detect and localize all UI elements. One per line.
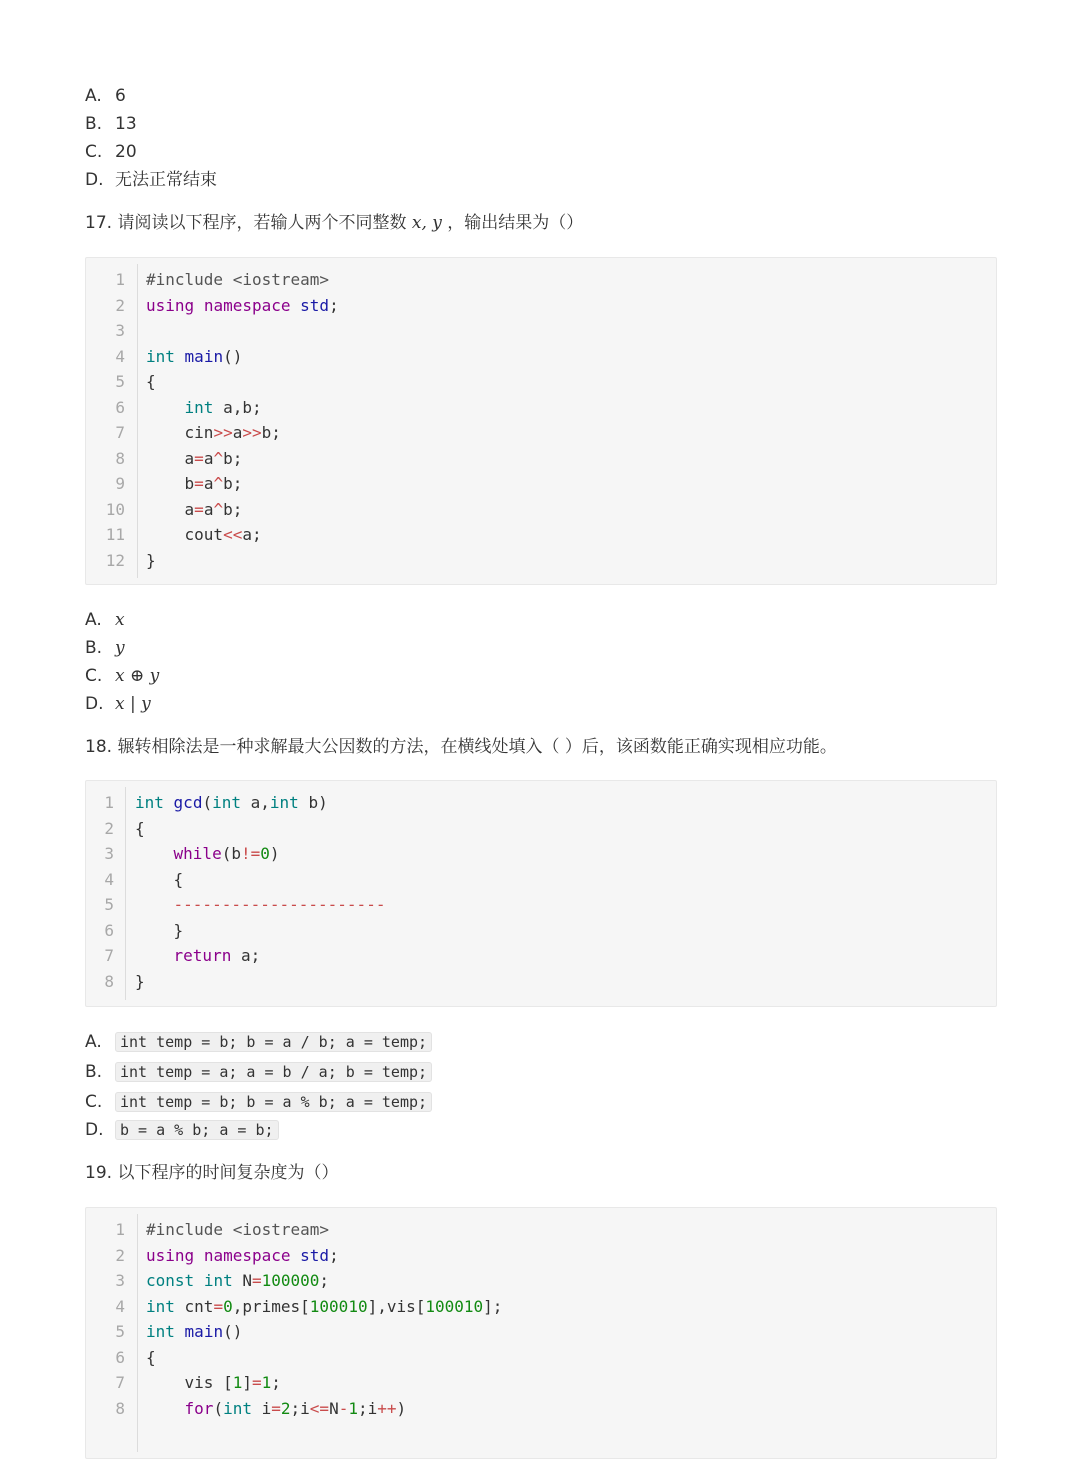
code-line bbox=[86, 918, 996, 944]
code-text: #include <iostream> bbox=[146, 270, 330, 289]
option-label: B. bbox=[85, 638, 103, 658]
code-text: int main() bbox=[146, 1322, 243, 1341]
code-text: ---------------------- bbox=[135, 895, 386, 914]
line-number: 5 bbox=[115, 372, 125, 391]
option-text: 20 bbox=[115, 142, 137, 162]
line-number: 1 bbox=[115, 1220, 125, 1239]
code-line bbox=[86, 1396, 996, 1422]
option-inline-code: int temp = b; b = a / b; a = temp; bbox=[115, 1032, 432, 1052]
line-number: 4 bbox=[115, 1296, 125, 1316]
code-line bbox=[86, 293, 996, 319]
line-number: 12 bbox=[105, 550, 125, 570]
code-line bbox=[86, 816, 996, 842]
code-text: { bbox=[135, 818, 145, 838]
option-math: y bbox=[115, 638, 125, 658]
code-line bbox=[86, 892, 996, 918]
code-line bbox=[86, 1243, 996, 1269]
code-line bbox=[86, 522, 996, 548]
code-text: int cnt=0,primes[100010],vis[100010]; bbox=[146, 1296, 503, 1316]
line-number: 4 bbox=[115, 346, 125, 366]
code-line bbox=[86, 867, 996, 893]
code-text: } bbox=[135, 920, 184, 940]
line-number: 1 bbox=[104, 793, 114, 812]
answer-option bbox=[85, 1060, 432, 1084]
code-text: return a; bbox=[173, 946, 261, 965]
code-text: } bbox=[146, 550, 156, 570]
code-text: int gcd(int a,int b) bbox=[135, 793, 328, 812]
line-number: 3 bbox=[115, 1271, 125, 1290]
option-label: D. bbox=[85, 1120, 104, 1140]
code-text: int a,b; bbox=[184, 397, 262, 417]
option-text: 6 bbox=[115, 86, 126, 106]
question-18-text: 18. 辗转相除法是一种求解最大公因数的方法，在横线处填入（ ）后，该函数能正确实现相应功能。 bbox=[85, 737, 837, 757]
line-number: 7 bbox=[115, 423, 125, 442]
line-number: 8 bbox=[115, 1398, 125, 1418]
question-17-stem: 17. 请阅读以下程序，若输人两个不同整数 bbox=[85, 213, 407, 233]
code-text: { bbox=[135, 869, 184, 889]
code-line bbox=[86, 1217, 996, 1243]
code-line bbox=[86, 344, 996, 370]
code-text: int main() bbox=[146, 346, 243, 366]
question-19-text: 19. 以下程序的时间复杂度为（） bbox=[85, 1163, 339, 1183]
code-line bbox=[86, 369, 996, 395]
answer-option bbox=[85, 112, 137, 136]
code-text: using namespace std; bbox=[146, 1245, 339, 1265]
code-line bbox=[86, 548, 996, 574]
option-label: C. bbox=[85, 1092, 103, 1112]
option-label: C. bbox=[85, 142, 103, 162]
option-inline-code: int temp = b; b = a % b; a = temp; bbox=[115, 1092, 432, 1112]
code-block-q17 bbox=[85, 257, 997, 585]
code-block-q19 bbox=[85, 1207, 997, 1459]
answer-option bbox=[85, 1118, 279, 1142]
code-line bbox=[86, 1370, 996, 1396]
answer-option bbox=[85, 636, 125, 660]
code-line bbox=[86, 497, 996, 523]
option-label: A. bbox=[85, 610, 102, 630]
line-number: 5 bbox=[104, 895, 114, 914]
code-text: for(int i=2;i<=N-1;i++) bbox=[184, 1398, 407, 1418]
option-inline-code: b = a % b; a = b; bbox=[115, 1120, 279, 1140]
line-number: 9 bbox=[115, 474, 125, 493]
line-number: 2 bbox=[115, 295, 125, 315]
answer-option bbox=[85, 168, 217, 192]
line-number: 6 bbox=[104, 920, 114, 940]
answer-option bbox=[85, 84, 126, 108]
option-label: A. bbox=[85, 1032, 102, 1052]
code-line bbox=[86, 841, 996, 867]
option-label: A. bbox=[85, 86, 102, 106]
question-17-stem-end: ，输出结果为（） bbox=[447, 213, 584, 233]
code-line bbox=[86, 420, 996, 446]
code-block-q18 bbox=[85, 780, 997, 1007]
code-line bbox=[86, 1319, 996, 1345]
code-text: cin>>a>>b; bbox=[146, 423, 281, 442]
answer-option bbox=[85, 664, 159, 688]
line-number: 8 bbox=[115, 448, 125, 468]
line-number: 11 bbox=[105, 525, 125, 544]
line-number: 2 bbox=[104, 818, 114, 838]
question-17-math: x, y bbox=[411, 213, 442, 233]
option-inline-code: int temp = a; a = b / a; b = temp; bbox=[115, 1062, 432, 1082]
option-math: x ⊕ y bbox=[115, 666, 160, 686]
code-line bbox=[86, 943, 996, 969]
code-text: { bbox=[146, 372, 156, 391]
code-line bbox=[86, 471, 996, 497]
code-line bbox=[86, 969, 996, 995]
option-text: 13 bbox=[115, 114, 137, 134]
option-label: C. bbox=[85, 666, 103, 686]
line-number: 7 bbox=[104, 946, 114, 965]
code-text: { bbox=[146, 1347, 156, 1367]
code-text: b=a^b; bbox=[146, 474, 243, 493]
option-label: D. bbox=[85, 694, 104, 714]
line-number: 3 bbox=[104, 844, 114, 863]
option-label: B. bbox=[85, 1062, 103, 1082]
line-number: 3 bbox=[115, 321, 125, 340]
code-line bbox=[86, 446, 996, 472]
option-math: x bbox=[115, 610, 125, 630]
answer-option bbox=[85, 1030, 432, 1054]
line-number: 2 bbox=[115, 1245, 125, 1265]
code-text: a=a^b; bbox=[146, 499, 243, 519]
answer-option bbox=[85, 140, 137, 164]
code-line bbox=[86, 395, 996, 421]
option-label: D. bbox=[85, 170, 104, 190]
code-text: const int N=100000; bbox=[146, 1271, 330, 1290]
code-line bbox=[86, 1268, 996, 1294]
answer-option bbox=[85, 692, 151, 716]
code-line bbox=[86, 790, 996, 816]
line-number: 10 bbox=[105, 499, 125, 519]
code-text: #include <iostream> bbox=[146, 1220, 330, 1239]
code-line bbox=[86, 1345, 996, 1371]
code-line bbox=[86, 318, 996, 344]
answer-option bbox=[85, 1090, 432, 1114]
line-number: 6 bbox=[115, 397, 125, 417]
line-number: 5 bbox=[115, 1322, 125, 1341]
line-number: 7 bbox=[115, 1373, 125, 1392]
question-17-text bbox=[85, 211, 583, 235]
option-label: B. bbox=[85, 114, 103, 134]
answer-option bbox=[85, 608, 125, 632]
option-text: 无法正常结束 bbox=[115, 170, 217, 190]
line-number: 1 bbox=[115, 270, 125, 289]
code-text: a=a^b; bbox=[146, 448, 243, 468]
code-text: while(b!=0) bbox=[173, 844, 280, 863]
code-text: using namespace std; bbox=[146, 295, 339, 315]
line-number: 8 bbox=[104, 971, 114, 991]
code-line bbox=[86, 267, 996, 293]
code-text: } bbox=[135, 971, 145, 991]
code-text: vis [1]=1; bbox=[146, 1373, 281, 1392]
line-number: 4 bbox=[104, 869, 114, 889]
option-math: x | y bbox=[115, 694, 151, 714]
line-number: 6 bbox=[115, 1347, 125, 1367]
code-text: cout<<a; bbox=[146, 525, 262, 544]
code-line bbox=[86, 1294, 996, 1320]
